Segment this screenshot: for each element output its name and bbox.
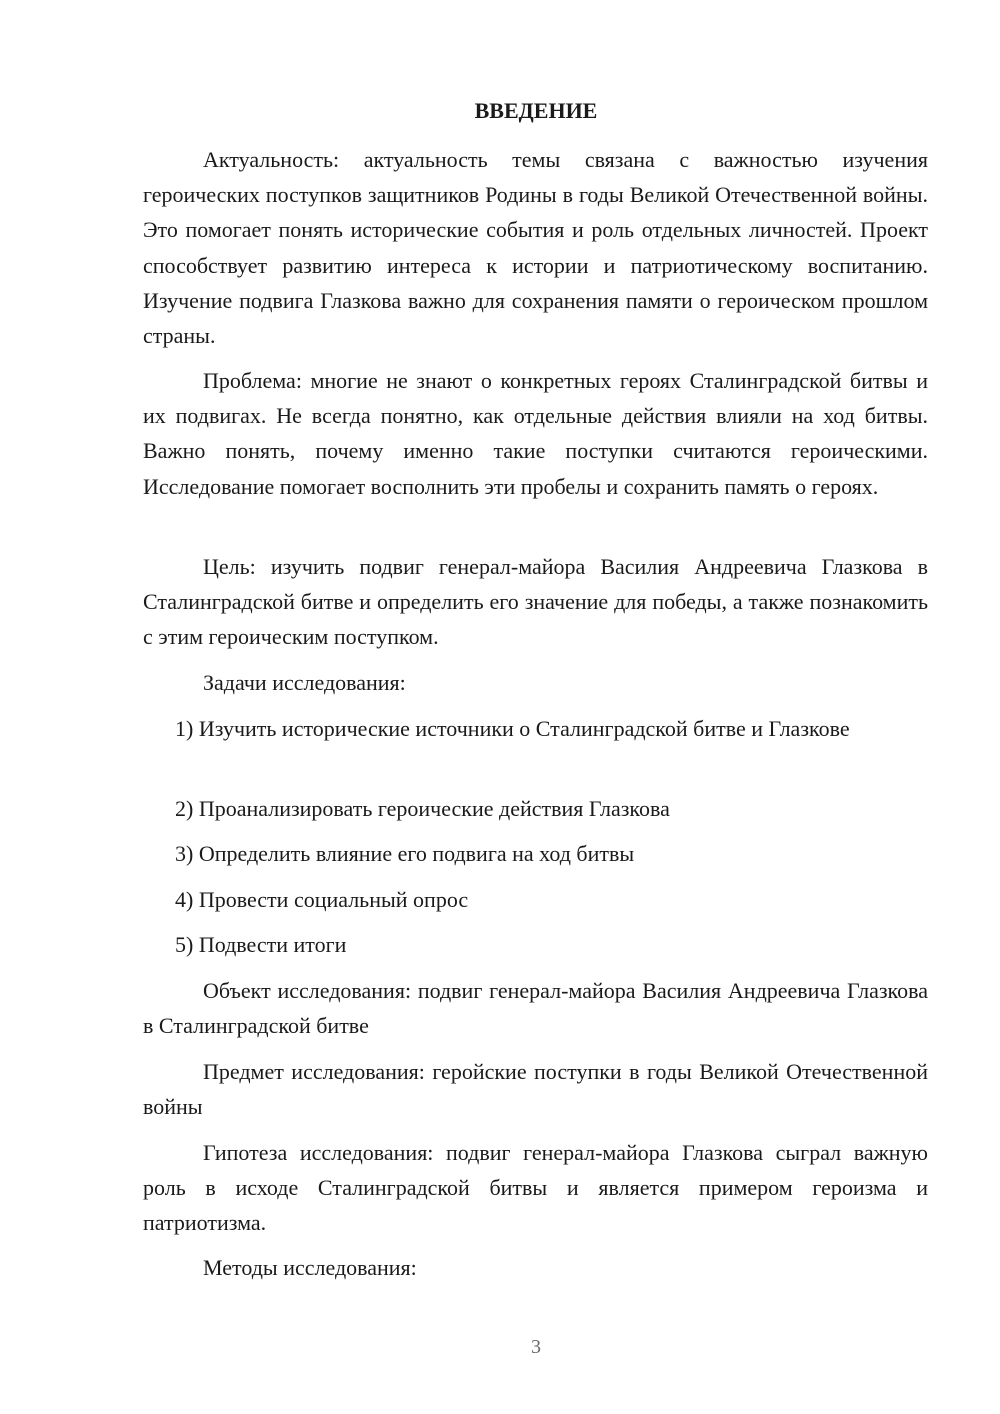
paragraph-problem: Проблема: многие не знают о конкретных героях Сталинградской битвы и их подвигах. Не всегда понятно, как отдельные действия влияли на ход битвы. Важно понять, почему именно такие поступки считаются героическими. Исследование помогает восполнить эти пробелы и сохранить память о героях. <box>143 368 928 499</box>
methods-heading: Методы исследования: <box>203 1255 417 1280</box>
paragraph-subject: Предмет исследования: геройские поступки в годы Великой Отечественной войны <box>143 1059 928 1120</box>
task-item-3: 3) Определить влияние его подвига на ход битвы <box>175 841 635 866</box>
section-heading: ВВЕДЕНИЕ <box>474 98 598 123</box>
task-item-1: 1) Изучить исторические источники о Сталинградской битве и Глазкове <box>175 716 850 741</box>
tasks-heading: Задачи исследования: <box>203 670 406 695</box>
paragraph-hypothesis: Гипотеза исследования: подвиг генерал-майора Глазкова сыграл важную роль в исходе Сталинградской битвы и является примером героизма и патриотизма. <box>143 1140 928 1236</box>
paragraph-goal: Цель: изучить подвиг генерал-майора Василия Андреевича Глазкова в Сталинградской битве и определить его значение для победы, а также познакомить с этим героическим поступком. <box>143 554 928 650</box>
paragraph-object: Объект исследования: подвиг генерал-майора Василия Андреевича Глазкова в Сталинградской битве <box>143 978 928 1039</box>
paragraph-relevance: Актуальность: актуальность темы связана с важностью изучения героических поступков защитников Родины в годы Великой Отечественной войны. Это помогает понять исторические события и роль отдельных личностей. Проект способствует развитию интереса к истории и патриотическому воспитанию. Изучение подвига Глазкова важно для сохранения памяти о героическом прошлом страны. <box>143 147 928 349</box>
task-item-2: 2) Проанализировать героические действия Глазкова <box>175 796 670 821</box>
task-item-4: 4) Провести социальный опрос <box>175 887 469 912</box>
page-number: 3 <box>531 1336 541 1358</box>
task-item-5: 5) Подвести итоги <box>175 932 347 957</box>
